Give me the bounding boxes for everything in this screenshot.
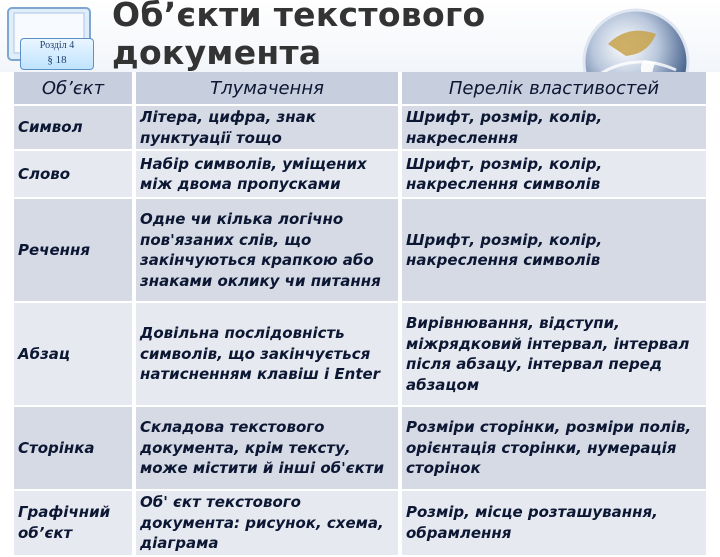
cell-explanation: Складова текстового документа, крім тексту, може містити й інші об'єкти	[134, 406, 400, 490]
table-row	[14, 150, 706, 198]
cell-explanation: Літера, цифра, знак пунктуації тощо	[134, 105, 400, 150]
table-row	[14, 198, 706, 302]
cell-properties: Вирівнювання, відступи, міжрядковий інтервал, інтервал після абзацу, інтервал перед абзацом	[400, 302, 706, 406]
title-line-1: Об’єкти текстового	[112, 0, 486, 34]
page-title	[112, 0, 485, 72]
objects-table	[14, 72, 706, 557]
section-badge	[20, 38, 94, 70]
table-row	[14, 302, 706, 406]
table-row	[14, 105, 706, 150]
cell-properties: Розміри сторінки, розміри полів, орієнтація сторінки, нумерація сторінок	[400, 406, 706, 490]
paragraph-label: § 18	[47, 54, 67, 66]
cell-object: Сторінка	[14, 406, 134, 490]
table-header-row	[14, 72, 706, 105]
cell-object: Графічний об’єкт	[14, 490, 134, 556]
cell-properties: Шрифт, розмір, колір, накреслення символів	[400, 150, 706, 198]
section-label: Розділ 4	[39, 40, 75, 51]
cell-explanation: Довільна послідовність символів, що закінчується натисненням клавіш і Enter	[134, 302, 400, 406]
cell-explanation: Одне чи кілька логічно пов'язаних слів, що закінчуються крапкою або знаками оклику чи питання	[134, 198, 400, 302]
cell-object: Слово	[14, 150, 134, 198]
cell-properties: Розмір, місце розташування, обрамлення	[400, 490, 706, 556]
cell-explanation: Набір символів, уміщених між двома пропусками	[134, 150, 400, 198]
cell-object: Речення	[14, 198, 134, 302]
cell-object: Символ	[14, 105, 134, 150]
cell-explanation: Об' єкт текстового документа: рисунок, схема, діаграма	[134, 490, 400, 556]
cell-properties: Шрифт, розмір, колір, накреслення	[400, 105, 706, 150]
column-header-properties: Перелік властивостей	[400, 72, 706, 105]
table-row	[14, 406, 706, 490]
column-header-explanation: Тлумачення	[134, 72, 400, 105]
table-row	[14, 490, 706, 556]
cell-object: Абзац	[14, 302, 134, 406]
cell-properties: Шрифт, розмір, колір, накреслення символів	[400, 198, 706, 302]
column-header-object: Об’єкт	[14, 72, 134, 105]
title-line-2: документа	[112, 33, 322, 72]
